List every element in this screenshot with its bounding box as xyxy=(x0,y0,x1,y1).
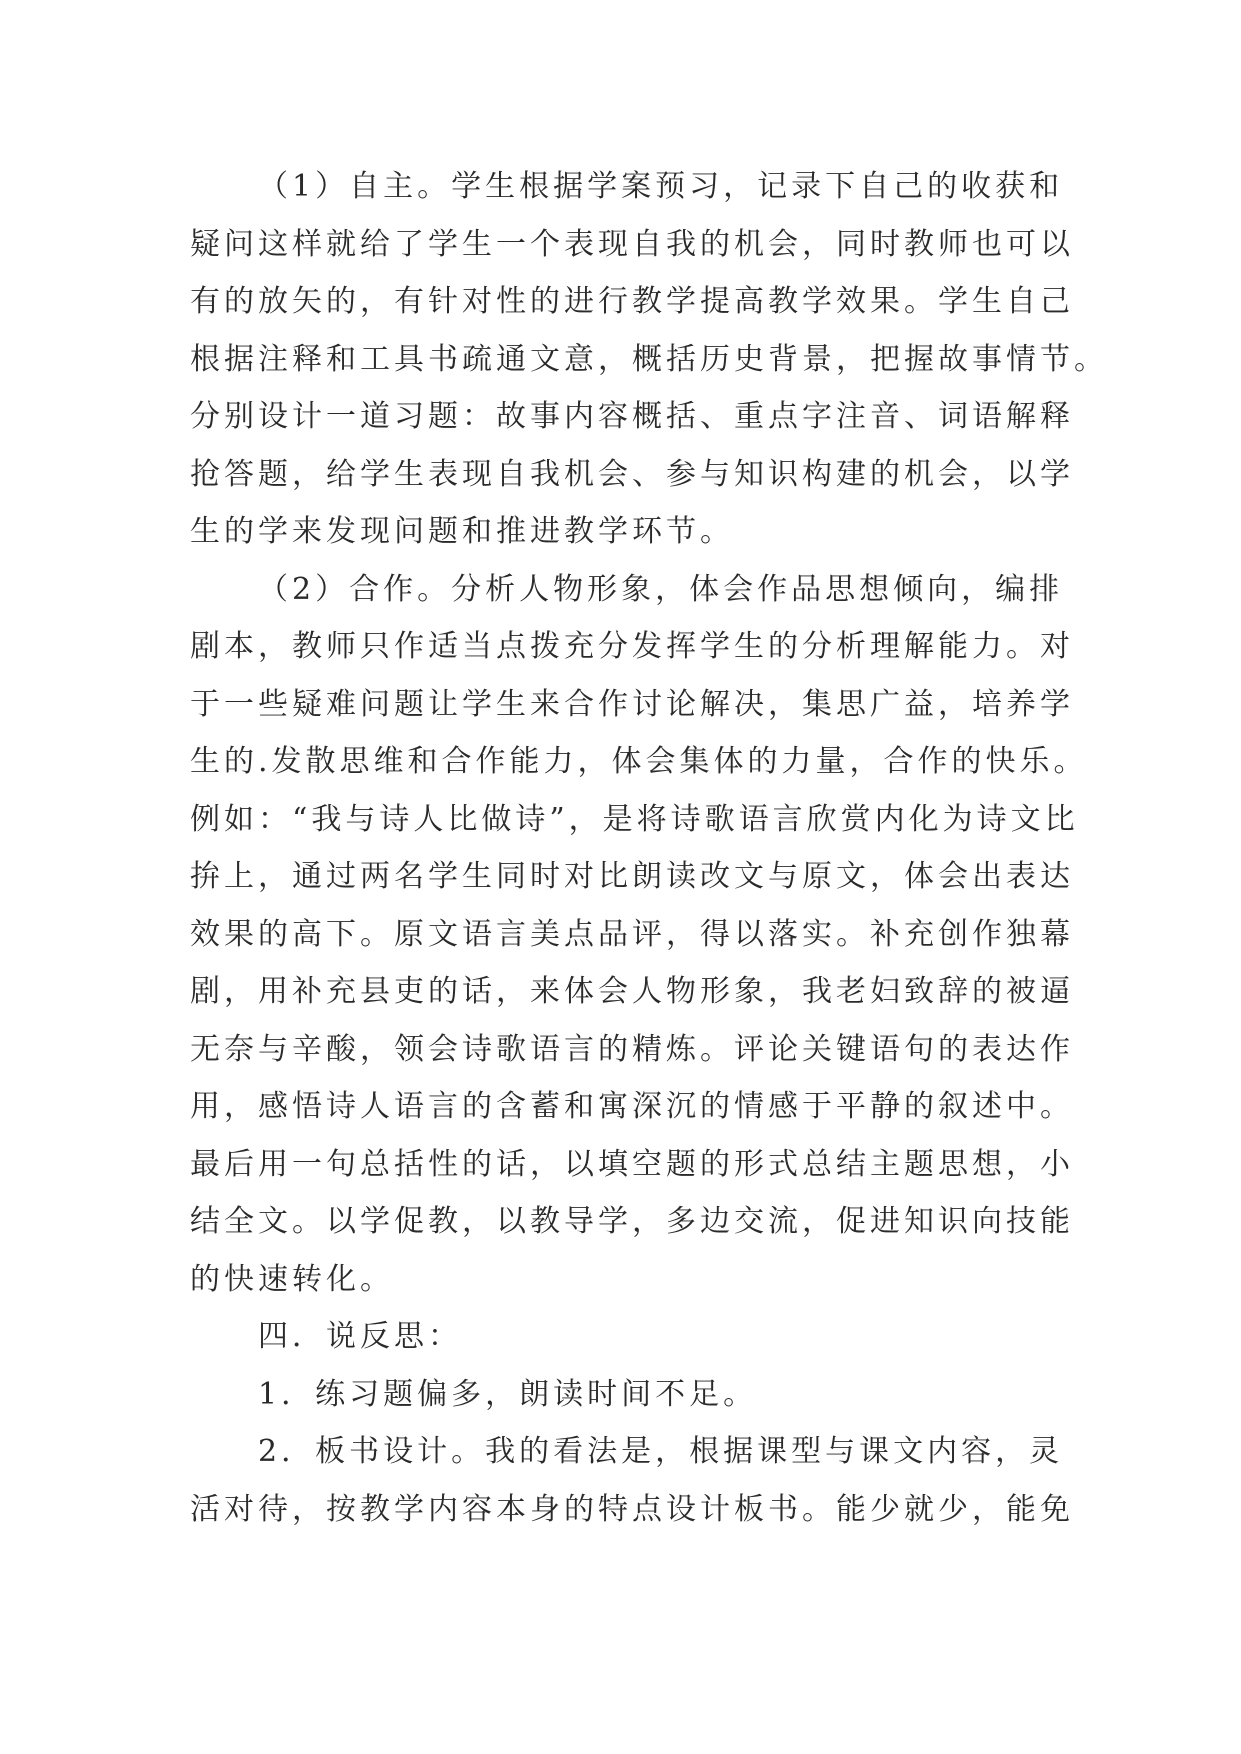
text-line: 生的学来发现问题和推进教学环节。 xyxy=(190,514,734,549)
text-line: 2．板书设计。我的看法是，根据课型与课文内容，灵 xyxy=(258,1434,1064,1469)
list-item-1 xyxy=(190,1366,1050,1424)
text-line: 剧，用补充县吏的话，来体会人物形象，我老妇致辞的被逼 xyxy=(190,974,1074,1009)
text-line: 例如：“我与诗人比做诗”，是将诗歌语言欣赏内化为诗文比 xyxy=(190,801,1079,837)
text-line: 活对待，按教学内容本身的特点设计板书。能少就少，能免 xyxy=(190,1491,1074,1527)
text-line: 抢答题，给学生表现自我机会、参与知识构建的机会，以学 xyxy=(190,456,1074,492)
document-body xyxy=(190,158,1108,1538)
text-line: 剧本，教师只作适当点拨充分发挥学生的分析理解能力。对 xyxy=(190,629,1074,664)
text-line: 结全文。以学促教，以教导学，多边交流，促进知识向技能 xyxy=(190,1204,1074,1239)
text-line: （1）自主。学生根据学案预习，记录下自己的收获和 xyxy=(258,169,1064,204)
text-line: 效果的高下。原文语言美点品评，得以落实。补充创作独幕 xyxy=(190,916,1074,952)
text-line: 拚上，通过两名学生同时对比朗读改文与原文，体会出表达 xyxy=(190,859,1074,894)
text-line: 无奈与辛酸，领会诗歌语言的精炼。评论关键语句的表达作 xyxy=(190,1031,1074,1067)
text-line: 最后用一句总括性的话，以填空题的形式总结主题思想，小 xyxy=(190,1146,1074,1182)
section-heading-reflection xyxy=(190,1308,1050,1366)
text-line: 生的.发散思维和合作能力，体会集体的力量，合作的快乐。 xyxy=(190,744,1088,779)
text-line: 疑问这样就给了学生一个表现自我的机会，同时教师也可以 xyxy=(190,226,1074,262)
text-line: 有的放矢的，有针对性的进行教学提高教学效果。学生自己 xyxy=(190,284,1074,319)
text-line: （2）合作。分析人物形象，体会作品思想倾向，编排 xyxy=(258,571,1064,607)
list-item-2 xyxy=(190,1423,1074,1538)
text-line: 于一些疑难问题让学生来合作讨论解决，集思广益，培养学 xyxy=(190,686,1074,722)
paragraph-cooperation xyxy=(190,561,1088,1309)
text-line: 根据注释和工具书疏通文意，概括历史背景，把握故事情节。 xyxy=(190,341,1108,377)
text-line: 1．练习题偏多，朗读时间不足。 xyxy=(258,1376,758,1412)
text-line: 用，感悟诗人语言的含蓄和寓深沉的情感于平静的叙述中。 xyxy=(190,1089,1074,1124)
heading-text: 四．说反思： xyxy=(258,1319,462,1354)
paragraph-self-study xyxy=(190,158,1108,561)
text-line: 的快速转化。 xyxy=(190,1261,394,1297)
text-line: 分别设计一道习题：故事内容概括、重点字注音、词语解释 xyxy=(190,399,1074,434)
